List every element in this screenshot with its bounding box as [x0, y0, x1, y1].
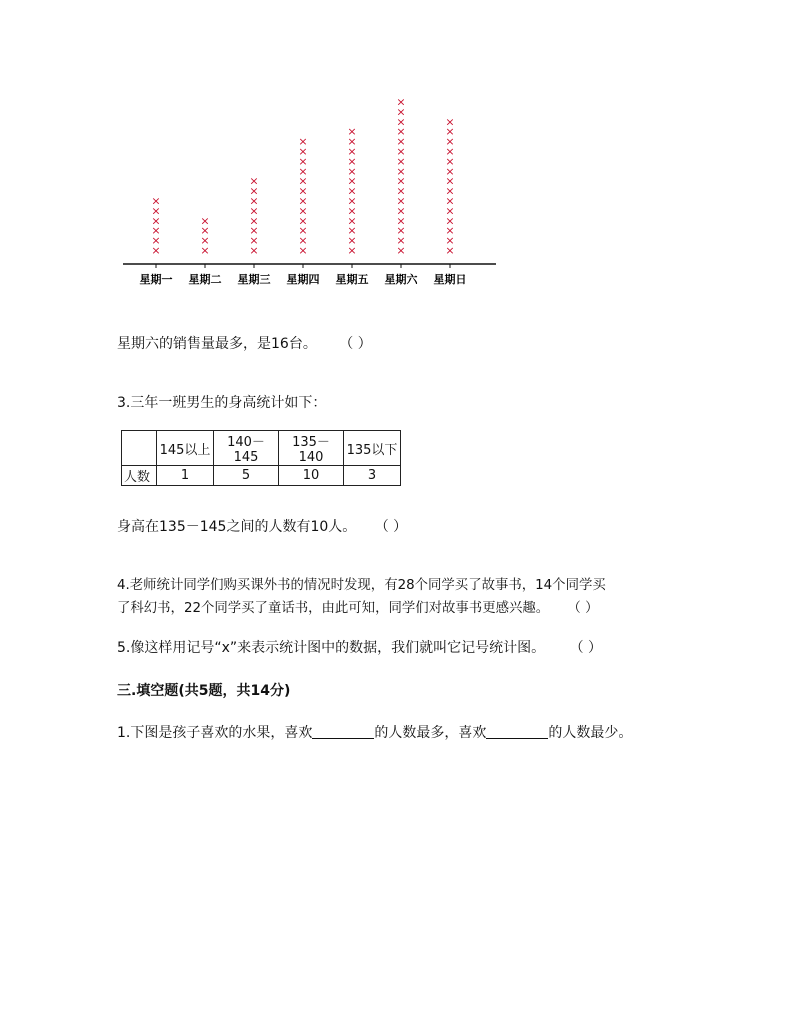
- x-mark: ×: [396, 145, 406, 158]
- x-mark: ×: [396, 135, 406, 149]
- q5-statement: 5.像这样用记号“x”来表示统计图中的数据，我们就叫它记号统计图。: [117, 640, 546, 656]
- fill1-part3: 的人数最少。: [548, 725, 633, 741]
- x-mark: ×: [249, 194, 259, 208]
- x-mark: ×: [347, 214, 357, 228]
- x-mark: ×: [298, 234, 308, 248]
- x-mark: ×: [445, 125, 455, 139]
- x-mark: ×: [298, 224, 308, 238]
- x-mark: ×: [445, 145, 455, 158]
- fill1-part2: 的人数最多，喜欢: [374, 725, 487, 741]
- table-cell: 10: [279, 466, 344, 486]
- x-mark: ×: [200, 214, 210, 228]
- x-mark: ×: [445, 204, 455, 218]
- x-mark: ×: [445, 234, 455, 248]
- x-mark: ×: [347, 224, 357, 238]
- category-label: 星期一: [139, 273, 173, 286]
- table-cell: 3: [344, 466, 401, 486]
- x-mark: ×: [298, 184, 308, 198]
- q3-statement-line: [117, 516, 407, 536]
- x-mark: ×: [347, 184, 357, 198]
- x-mark: ×: [151, 204, 161, 218]
- category-label: 星期五: [335, 273, 369, 286]
- x-mark: ×: [347, 145, 357, 158]
- x-mark: ×: [396, 214, 406, 228]
- x-mark: ×: [445, 154, 455, 168]
- x-mark: ×: [347, 234, 357, 248]
- x-mark: ×: [445, 135, 455, 149]
- x-mark: ×: [396, 244, 406, 257]
- q5-answer-paren[interactable]: （ ）: [569, 640, 603, 656]
- x-mark: ×: [151, 224, 161, 238]
- x-mark: ×: [298, 154, 308, 168]
- x-mark: ×: [445, 244, 455, 257]
- table-header-cell: 140－145: [214, 431, 279, 466]
- x-mark: ×: [347, 135, 357, 149]
- sales-chart: [0, 0, 794, 300]
- answer-blank-most[interactable]: [312, 724, 374, 739]
- x-mark: ×: [396, 115, 406, 129]
- x-mark: ×: [445, 214, 455, 228]
- x-mark: ×: [396, 224, 406, 238]
- category-label: 星期日: [433, 273, 467, 286]
- table-row-label: 人数: [122, 466, 157, 486]
- x-mark: ×: [445, 194, 455, 208]
- x-mark: ×: [347, 125, 357, 139]
- x-mark: ×: [396, 234, 406, 248]
- x-mark: ×: [396, 105, 406, 119]
- x-mark: ×: [249, 214, 259, 228]
- x-mark: ×: [445, 184, 455, 198]
- x-mark: ×: [298, 244, 308, 257]
- x-mark: ×: [298, 145, 308, 158]
- q2-statement-line: [117, 333, 372, 353]
- x-mark: ×: [298, 135, 308, 149]
- x-mark: ×: [396, 194, 406, 208]
- x-mark: ×: [445, 174, 455, 188]
- x-mark: ×: [200, 244, 210, 257]
- q2-answer-paren[interactable]: （ ）: [339, 336, 372, 352]
- x-mark: ×: [396, 184, 406, 198]
- x-mark: ×: [298, 214, 308, 228]
- x-mark: ×: [347, 204, 357, 218]
- q4-line2: 了科幻书，22个同学买了童话书，由此可知，同学们对故事书更感兴趣。: [117, 601, 550, 616]
- x-mark: ×: [347, 154, 357, 168]
- x-mark: ×: [249, 244, 259, 257]
- x-mark: ×: [249, 204, 259, 218]
- answer-blank-least[interactable]: [486, 724, 548, 739]
- table-header-row: [122, 431, 401, 466]
- x-mark: ×: [396, 174, 406, 188]
- category-label: 星期三: [237, 273, 271, 286]
- table-row: [122, 466, 401, 486]
- x-mark: ×: [200, 224, 210, 238]
- x-mark: ×: [151, 234, 161, 248]
- fill1-line: [117, 722, 632, 742]
- x-mark: ×: [445, 164, 455, 178]
- x-mark: ×: [249, 234, 259, 248]
- x-mark: ×: [396, 204, 406, 218]
- table-header-cell: 145以上: [157, 431, 214, 466]
- q4-line2-wrap: [117, 597, 598, 616]
- x-mark: ×: [151, 214, 161, 228]
- x-mark: ×: [347, 164, 357, 178]
- x-mark: ×: [396, 95, 406, 109]
- category-label: 星期六: [384, 273, 418, 286]
- x-mark: ×: [298, 174, 308, 188]
- x-mark: ×: [298, 204, 308, 218]
- x-mark: ×: [151, 194, 161, 208]
- height-table: [121, 430, 401, 486]
- x-mark: ×: [347, 244, 357, 257]
- x-mark: ×: [445, 115, 455, 129]
- x-mark: ×: [151, 244, 161, 257]
- x-mark: ×: [298, 194, 308, 208]
- q4-line1: 4.老师统计同学们购买课外书的情况时发现，有28个同学买了故事书，14个同学买: [117, 578, 606, 593]
- q3-answer-paren[interactable]: （ ）: [374, 519, 408, 535]
- q4-answer-paren[interactable]: （ ）: [567, 601, 599, 616]
- x-mark: ×: [445, 224, 455, 238]
- q3-statement: 身高在135－145之间的人数有10人。: [117, 519, 357, 535]
- x-mark: ×: [396, 164, 406, 178]
- q3-intro: 3.三年一班男生的身高统计如下：: [117, 395, 327, 411]
- table-cell: 1: [157, 466, 214, 486]
- q5-line: [117, 637, 602, 657]
- q2-statement: 星期六的销售量最多，是16台。: [117, 336, 317, 352]
- table-header-cell: 135－140: [279, 431, 344, 466]
- fill1-part1: 1.下图是孩子喜欢的水果，喜欢: [117, 725, 313, 741]
- x-mark: ×: [298, 164, 308, 178]
- table-corner-cell: [122, 431, 157, 466]
- x-mark: ×: [396, 154, 406, 168]
- x-mark: ×: [347, 174, 357, 188]
- category-label: 星期四: [286, 273, 320, 286]
- table-cell: 5: [214, 466, 279, 486]
- x-mark: ×: [200, 234, 210, 248]
- section-title: 三.填空题(共5题，共14分): [117, 683, 291, 699]
- x-mark: ×: [249, 184, 259, 198]
- x-mark: ×: [249, 224, 259, 238]
- x-mark: ×: [249, 174, 259, 188]
- x-mark: ×: [347, 194, 357, 208]
- table-header-cell: 135以下: [344, 431, 401, 466]
- x-mark: ×: [396, 125, 406, 139]
- category-label: 星期二: [188, 273, 222, 286]
